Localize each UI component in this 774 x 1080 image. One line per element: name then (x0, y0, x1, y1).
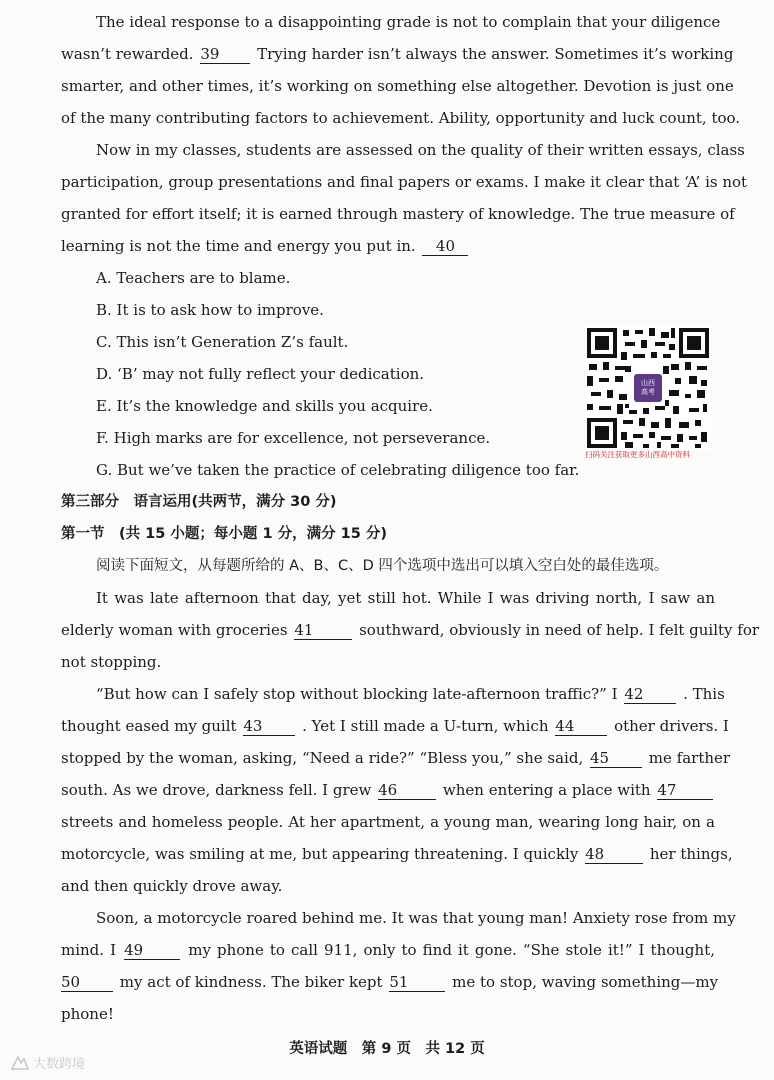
story-p2-line5: streets and homeless people. At her apartment, a young man, wearing long hair, on a (61, 813, 715, 831)
story-p1-line2: elderly woman with groceries 41 southward, obviously in need of help. I felt guilty for (61, 621, 760, 639)
watermark: 大数跨境 (10, 1053, 85, 1072)
blank-51[interactable]: 51 (389, 974, 445, 992)
story-p1-line3: not stopping. (61, 653, 162, 671)
story-p2-line1: “But how can I safely stop without blocking late-afternoon traffic?” I 42 . This (96, 685, 725, 703)
para1-line1: The ideal response to a disappointing grade is not to complain that your diligence (96, 13, 721, 31)
part3-title: 第三部分 语言运用(共两节，满分 30 分) (61, 494, 337, 510)
page-footer: 英语试题 第 9 页 共 12 页 (289, 1041, 485, 1057)
story-p2-line7: and then quickly drove away. (61, 877, 283, 895)
para2-line2: participation, group presentations and final papers or exams. I make it clear that ‘A’ is not (61, 173, 748, 191)
blank-43[interactable]: 43 (243, 718, 295, 736)
story-p2-line2: thought eased my guilt 43 . Yet I still made a U-turn, which 44 other drivers. I (61, 717, 729, 735)
blank-46[interactable]: 46 (378, 782, 436, 800)
option-c: C. This isn’t Generation Z’s fault. (96, 333, 349, 351)
para1-line2: wasn’t rewarded. 39 Trying harder isn’t always the answer. Sometimes it’s working (61, 45, 734, 63)
para1-line4: of the many contributing factors to achievement. Ability, opportunity and luck count, too. (61, 109, 741, 127)
story-p3-line4: phone! (61, 1005, 114, 1023)
para2-line4: learning is not the time and energy you put in. 40 (61, 236, 715, 256)
blank-44[interactable]: 44 (555, 718, 607, 736)
blank-47[interactable]: 47 (657, 782, 713, 800)
story-p1-line1: It was late afternoon that day, yet still hot. While I was driving north, I saw an (96, 589, 715, 607)
blank-42[interactable]: 42 (624, 686, 676, 704)
blank-41[interactable]: 41 (294, 622, 352, 640)
option-a: A. Teachers are to blame. (96, 269, 291, 287)
option-d: D. ‘B’ may not fully reflect your dedication. (96, 365, 425, 383)
blank-39[interactable]: 39 (200, 46, 250, 64)
para1-line3: smarter, and other times, it’s working on something else altogether. Devotion is just one (61, 77, 734, 95)
blank-50[interactable]: 50 (61, 974, 113, 992)
option-b: B. It is to ask how to improve. (96, 301, 324, 319)
story-p3-line1: Soon, a motorcycle roared behind me. It was that young man! Anxiety rose from my (96, 909, 736, 927)
option-g: G. But we’ve taken the practice of celebrating diligence too far. (96, 461, 580, 479)
section1-title: 第一节 (共 15 小题；每小题 1 分，满分 15 分) (61, 526, 387, 542)
story-p3-line3: 50 my act of kindness. The biker kept 51 me to stop, waving something—my (61, 973, 719, 991)
qr-logo: 山西 高考 (634, 374, 662, 402)
blank-40[interactable]: 40 (422, 238, 468, 256)
story-p2-line6: motorcycle, was smiling at me, but appearing threatening. I quickly 48 her things, (61, 845, 733, 863)
story-p2-line4: south. As we drove, darkness fell. I grew 46 when entering a place with 47 (61, 780, 715, 800)
qr-code[interactable] (585, 326, 711, 450)
instruction: 阅读下面短文，从每题所给的 A、B、C、D 四个选项中选出可以填入空白处的最佳选项。 (96, 558, 669, 574)
story-p2-line3: stopped by the woman, asking, “Need a ride?” “Bless you,” she said, 45 me farther (61, 749, 731, 767)
blank-45[interactable]: 45 (590, 750, 642, 768)
para2-line3: granted for effort itself; it is earned through mastery of knowledge. The true measure of (61, 205, 735, 223)
para2-line1: Now in my classes, students are assessed on the quality of their written essays, class (96, 141, 745, 159)
brand-logo-icon (10, 1055, 30, 1071)
option-e: E. It’s the knowledge and skills you acquire. (96, 397, 433, 415)
blank-48[interactable]: 48 (585, 846, 643, 864)
option-f: F. High marks are for excellence, not perseverance. (96, 429, 491, 447)
story-p3-line2: mind. I 49 my phone to call 911, only to find it gone. “She stole it!” I thought, (61, 941, 715, 959)
qr-caption: 扫码关注获取更多山西高中资料 (585, 450, 690, 459)
blank-49[interactable]: 49 (124, 942, 180, 960)
